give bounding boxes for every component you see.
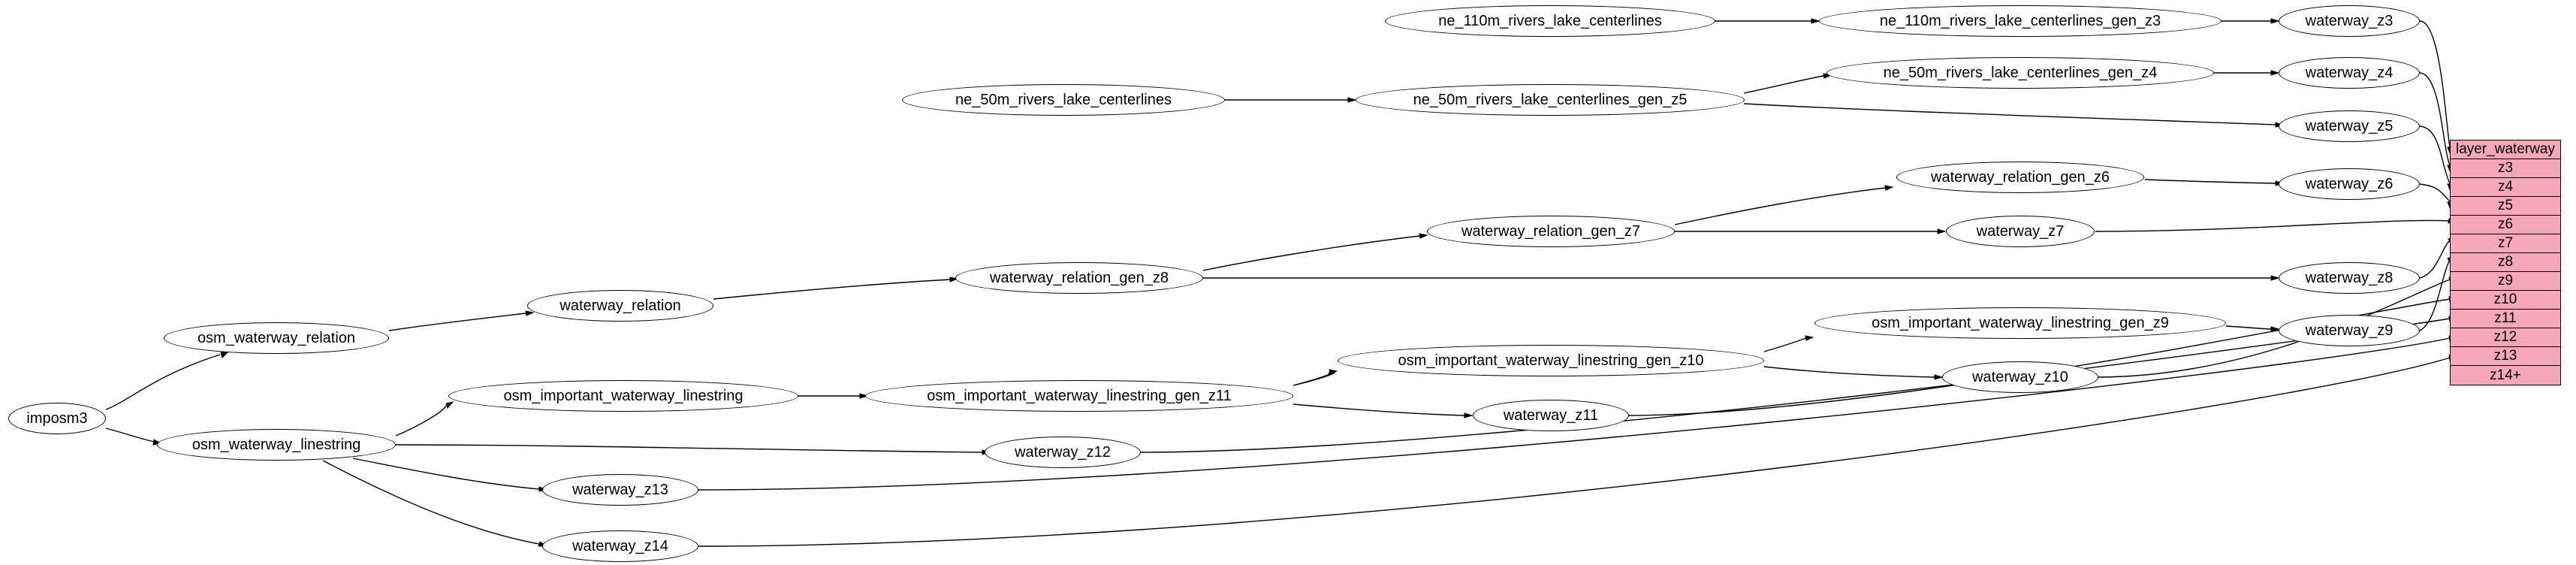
table-row[interactable]: z14+ [2451, 366, 2560, 385]
node-label: waterway_z3 [2305, 13, 2394, 29]
node-label: waterway_relation [560, 298, 681, 314]
table-row[interactable]: z12 [2451, 328, 2560, 347]
node-waterway-z8[interactable] [2279, 262, 2420, 294]
table-row[interactable]: z10 [2451, 291, 2560, 310]
node-label: waterway_z5 [2305, 118, 2394, 134]
node-waterway-z7[interactable] [1946, 216, 2095, 247]
edges-group [106, 19, 2457, 546]
node-ne-50m-rivers-lake-centerlines[interactable] [902, 84, 1225, 116]
node-label: ne_50m_rivers_lake_centerlines_gen_z5 [1413, 92, 1688, 108]
node-waterway-relation-gen-z8[interactable] [955, 262, 1203, 294]
node-waterway-relation-gen-z7[interactable] [1427, 216, 1675, 247]
table-row[interactable]: z6 [2451, 216, 2560, 234]
node-label: waterway_z7 [1976, 223, 2065, 240]
node-osm-waterway-linestring[interactable] [157, 429, 396, 461]
table-row[interactable]: z13 [2451, 347, 2560, 366]
table-row[interactable]: z4 [2451, 178, 2560, 197]
node-osm-waterway-relation[interactable] [164, 322, 389, 354]
node-label: waterway_z9 [2305, 322, 2394, 339]
node-ne-110m-rivers-lake-centerlines-gen-z3[interactable] [1819, 5, 2222, 37]
node-label: osm_important_waterway_linestring_gen_z10 [1398, 352, 1704, 369]
node-label: osm_important_waterway_linestring_gen_z11 [927, 388, 1232, 404]
node-osm-important-waterway-linestring-gen-z11[interactable] [865, 380, 1293, 412]
node-ne-110m-rivers-lake-centerlines[interactable] [1385, 5, 1715, 37]
node-label: osm_waterway_relation [197, 330, 356, 346]
node-osm-important-waterway-linestring-gen-z10[interactable] [1338, 345, 1764, 376]
node-imposm3[interactable] [8, 403, 106, 434]
node-label: ne_110m_rivers_lake_centerlines [1438, 13, 1662, 29]
node-waterway-z11[interactable] [1473, 400, 1629, 431]
node-waterway-z6[interactable] [2279, 168, 2420, 200]
node-label: ne_50m_rivers_lake_centerlines_gen_z4 [1883, 65, 2158, 81]
node-label: osm_waterway_linestring [192, 437, 361, 453]
node-waterway-z12[interactable] [985, 437, 1141, 468]
node-label: waterway_z8 [2305, 270, 2394, 286]
node-label: waterway_relation_gen_z8 [990, 270, 1169, 286]
table-row[interactable]: z8 [2451, 253, 2560, 272]
node-ne-50m-rivers-lake-centerlines-gen-z4[interactable] [1826, 57, 2214, 89]
node-label: imposm3 [26, 410, 88, 427]
node-label: waterway_z11 [1503, 407, 1599, 424]
node-label: waterway_z14 [572, 538, 668, 554]
node-label: osm_important_waterway_linestring [503, 388, 744, 404]
node-waterway-relation-gen-z6[interactable] [1896, 162, 2144, 193]
node-label: waterway_z6 [2305, 176, 2394, 192]
table-row[interactable]: z7 [2451, 234, 2560, 253]
node-label: ne_110m_rivers_lake_centerlines_gen_z3 [1879, 13, 2161, 29]
node-waterway-z4[interactable] [2279, 57, 2420, 89]
node-ne-50m-rivers-lake-centerlines-gen-z5[interactable] [1356, 84, 1745, 116]
node-label: waterway_z4 [2305, 65, 2394, 81]
node-label: waterway_z10 [1972, 369, 2068, 385]
node-waterway-z14[interactable] [542, 530, 698, 562]
node-label: ne_50m_rivers_lake_centerlines [955, 92, 1172, 108]
node-waterway-z3[interactable] [2279, 5, 2420, 37]
node-waterway-z13[interactable] [542, 474, 698, 506]
table-header: layer_waterway [2451, 140, 2560, 159]
node-osm-important-waterway-linestring[interactable] [448, 380, 798, 412]
node-osm-important-waterway-linestring-gen-z9[interactable] [1814, 307, 2226, 339]
node-label: waterway_relation_gen_z6 [1931, 169, 2110, 186]
node-label: waterway_z12 [1015, 444, 1111, 461]
table-row[interactable]: z11 [2451, 310, 2560, 328]
node-label: osm_important_waterway_linestring_gen_z9 [1872, 315, 2169, 331]
table-row[interactable]: z5 [2451, 197, 2560, 216]
node-waterway-z5[interactable] [2279, 110, 2420, 142]
node-waterway-z10[interactable] [1942, 361, 2098, 393]
node-waterway-z9[interactable] [2279, 315, 2420, 346]
node-waterway-relation[interactable] [527, 290, 713, 322]
table-row[interactable]: z9 [2451, 272, 2560, 291]
node-label: waterway_z13 [572, 482, 668, 498]
table-row[interactable]: z3 [2451, 159, 2560, 178]
node-label: waterway_relation_gen_z7 [1461, 223, 1640, 240]
layer-waterway-table[interactable] [2450, 140, 2561, 385]
